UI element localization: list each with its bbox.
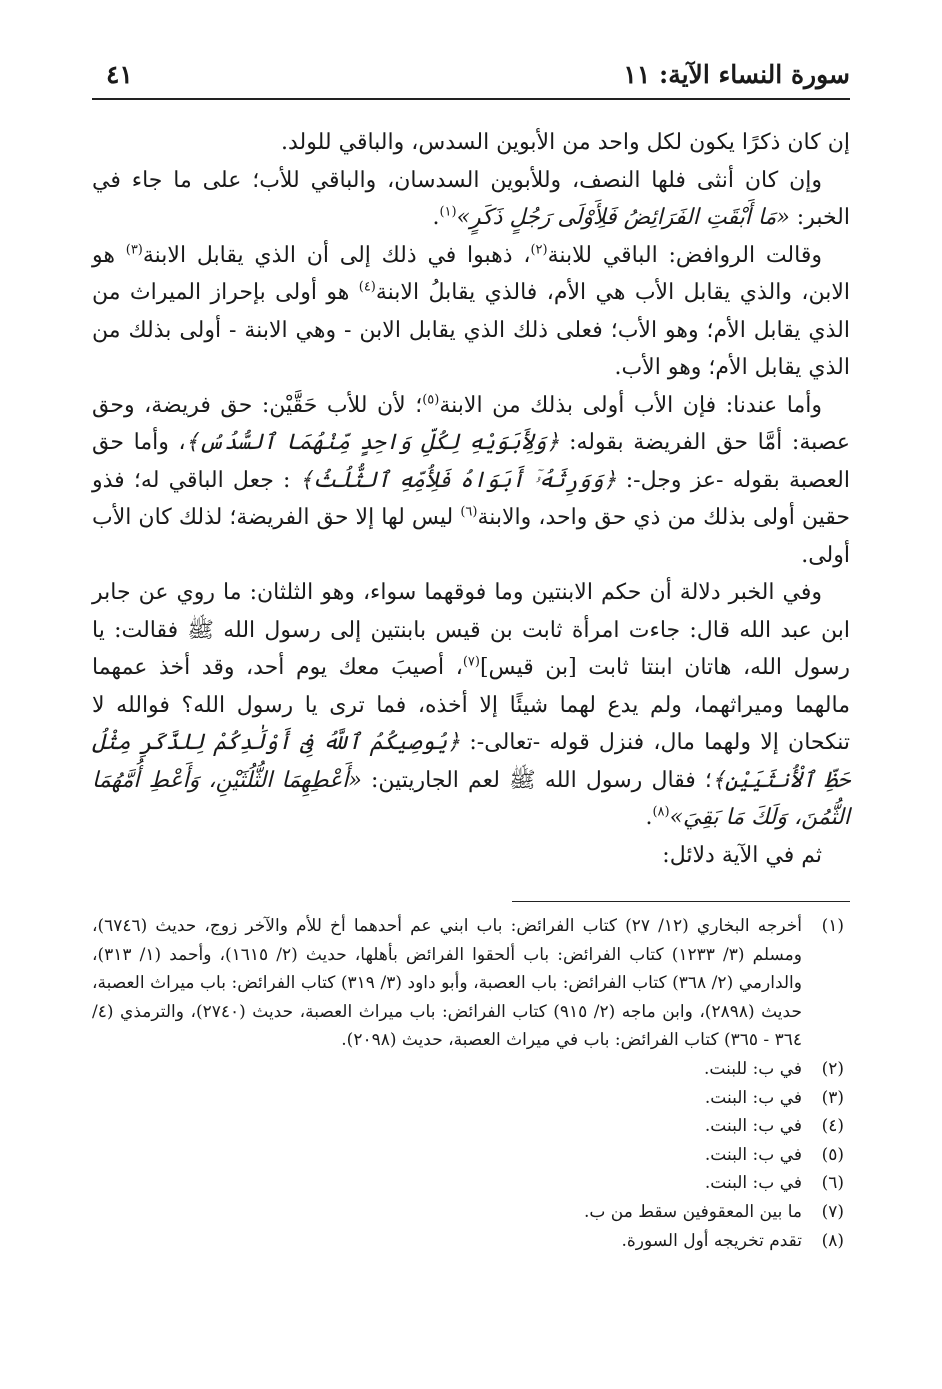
footnote xyxy=(92,1055,850,1084)
text-run: إن كان ذكرًا يكون لكل واحد من الأبوين السدس، والباقي للولد. xyxy=(281,130,850,155)
footnote xyxy=(92,1198,850,1227)
footnote-number: (٦) xyxy=(821,1173,844,1194)
paragraph xyxy=(92,162,850,237)
quotation: «أَعْطِهِمَا الثُّلُثَيْنِ، وَأَعْطِ أُمَّهُمَا الثُّمُنَ، وَلَكَ مَا بَقِيَ» xyxy=(92,767,850,830)
footnote-reference: (٦) xyxy=(460,504,478,520)
paragraph xyxy=(92,387,850,575)
footnote-text: ما بين المعقوفين سقط من ب. xyxy=(583,1201,802,1222)
footnote xyxy=(92,1112,850,1141)
page-number: ٤١ xyxy=(106,60,133,89)
paragraph xyxy=(92,237,850,387)
footnote-reference: (١) xyxy=(439,204,457,220)
footnote xyxy=(92,1084,850,1113)
text-run: . xyxy=(645,805,653,830)
text-run: هو أولى بإحراز الميراث من الذي يقابل الأم؛ وهو الأب؛ فعلى ذلك الذي يقابل الابن - وهي الابنة - أولى بذلك من الذي يقابل الأم؛ وهو الأب. xyxy=(92,280,850,380)
text-run: ، وأما حق العصبة بقوله -عز وجل-: xyxy=(92,430,850,493)
footnote-number: (٧) xyxy=(821,1201,844,1222)
text-run: ليس لها إلا حق الفريضة؛ لذلك كان الأب أولى. xyxy=(92,505,850,568)
footnote-reference: (٣) xyxy=(125,242,143,258)
text-run: وأما عندنا: فإن الأب أولى بذلك من الابنة xyxy=(439,392,822,418)
footnote-number: (٨) xyxy=(821,1230,844,1251)
footnote-number: (٥) xyxy=(821,1144,844,1165)
footnote-number: (٤) xyxy=(821,1116,844,1137)
footnote-number: (١) xyxy=(821,916,844,936)
quotation: ﴿وَوَرِثَهُۥٓ أَبَوَاهُ فَلِأُمِّهِ ٱلثُّلُثُ﴾ xyxy=(299,467,617,493)
footnote-reference: (٢) xyxy=(530,242,548,258)
paragraph xyxy=(92,574,850,837)
quotation: ﴿وَلِأَبَوَيْهِ لِكُلِّ وَاحِدٍ مِّنْهُمَا ٱلسُّدُسُ﴾ xyxy=(185,430,560,455)
text-run: وإن كان أنثى فلها النصف، وللأبوين السدسان، والباقي للأب؛ على ما جاء في الخبر: xyxy=(92,167,850,230)
quotation: «مَا أَبْقَتِ الفَرَائِضُ فَلِأَوْلَى رَجُلٍ ذَكَرٍ» xyxy=(456,205,790,230)
paragraph xyxy=(92,124,850,162)
footnote-number: (٣) xyxy=(821,1087,844,1108)
text-run: : جعل الباقي له؛ فذو حقين أولى بذلك من ذي حق واحد، والابنة xyxy=(92,467,851,530)
text-run: ، أصيبَ معك يوم أحد، وقد أخذ عمهما مالهما وميراثهما، ولم يدع لهما شيئًا إلا أخذه، فما ترى يا رسول الله؟ فوالله لا تنكحان إلا ولهما مال، فنزل قوله -تعالى-: xyxy=(92,655,851,755)
footnote-reference: (٥) xyxy=(422,392,440,408)
header-rule xyxy=(92,98,850,100)
footnote-reference: (٧) xyxy=(462,654,480,670)
text-run: وقالت الروافض: الباقي للابنة xyxy=(547,242,822,268)
footnote-text: في ب: البنت. xyxy=(704,1173,802,1194)
footnote-text: أخرجه البخاري (١٢/ ٢٧) كتاب الفرائض: باب ابني عم أحدهما أخ للأم والآخر زوج، حديث (٦٧٤٦)، ومسلم (٣/ ١٢٣٣) كتاب الفرائض: باب ألحقوا الفرائض بأهلها، حديث (٢/ ١٦١٥)، وأحمد (١/ ٣١٣)، والدارمي (٢/ ٣٦٨) كتاب الفرائض: باب العصبة، وأبو داود (٣/ ٣١٩) كتاب الفرائض: باب ميراث العصبة، حديث (٢٨٩٨)، وابن ماجه (٢/ ٩١٥) كتاب الفرائض: باب ميراث العصبة، حديث (٢٧٤٠)، والترمذي (٤/ ٣٦٤ - ٣٦٥) كتاب الفرائض: باب في ميراث العصبة، حديث (٢٠٩٨). xyxy=(92,916,802,1051)
footnote xyxy=(92,1141,850,1170)
text-run: ، ذهبوا في ذلك إلى أن الذي يقابل الابنة xyxy=(142,242,531,268)
text-run: ؛ لأن للأب حَقَّيْن: حق فريضة، وحق عصبة: أمَّا حق الفريضة بقوله: xyxy=(92,392,850,455)
text-run: . xyxy=(432,205,440,230)
text-run: ؛ فقال رسول الله ﷺ لعم الجاريتين: xyxy=(361,767,712,793)
footnote xyxy=(92,1169,850,1198)
footnote xyxy=(92,1227,850,1256)
text-run: هو الابن، والذي يقابل الأب هي الأم، فالذي يقابلُ الابنة xyxy=(92,242,851,305)
footnote-text: في ب: البنت. xyxy=(704,1144,802,1165)
footnote-text: في ب: البنت. xyxy=(704,1087,802,1108)
footnote-number: (٢) xyxy=(821,1058,844,1079)
footnote-text: في ب: للبنت. xyxy=(704,1058,802,1079)
paragraph xyxy=(92,837,850,875)
footnotes-list xyxy=(92,912,850,1255)
footnote-text: في ب: البنت. xyxy=(704,1116,802,1137)
footnote-text: تقدم تخريجه أول السورة. xyxy=(621,1230,802,1251)
footnote-reference: (٤) xyxy=(358,279,376,295)
footnote xyxy=(92,912,850,1055)
text-run: ثم في الآية دلائل: xyxy=(662,842,822,868)
running-header xyxy=(92,58,850,98)
footnote-reference: (٨) xyxy=(652,804,670,820)
text-run: وفي الخبر دلالة أن حكم الابنتين وما فوقهما سواء، وهو الثلثان: ما روي عن جابر ابن عبد الله قال: جاءت امرأة ثابت بن قيس بابنتين إلى رسول الله ﷺ فقالت: يا رسول الله، هاتان ابنتا ثابت [بن قيس] xyxy=(92,580,850,680)
footnote-separator xyxy=(512,901,850,902)
main-text xyxy=(92,124,850,874)
header-title: سورة النساء الآية: ١١ xyxy=(623,60,850,89)
quotation: ﴿يُوصِيكُمُ ٱللَّهُ فِىٓ أَوْلَٰدِكُمْ لِلذَّكَرِ مِثْلُ حَظِّ ٱلْأُنثَيَيْنِ﴾ xyxy=(92,730,850,793)
